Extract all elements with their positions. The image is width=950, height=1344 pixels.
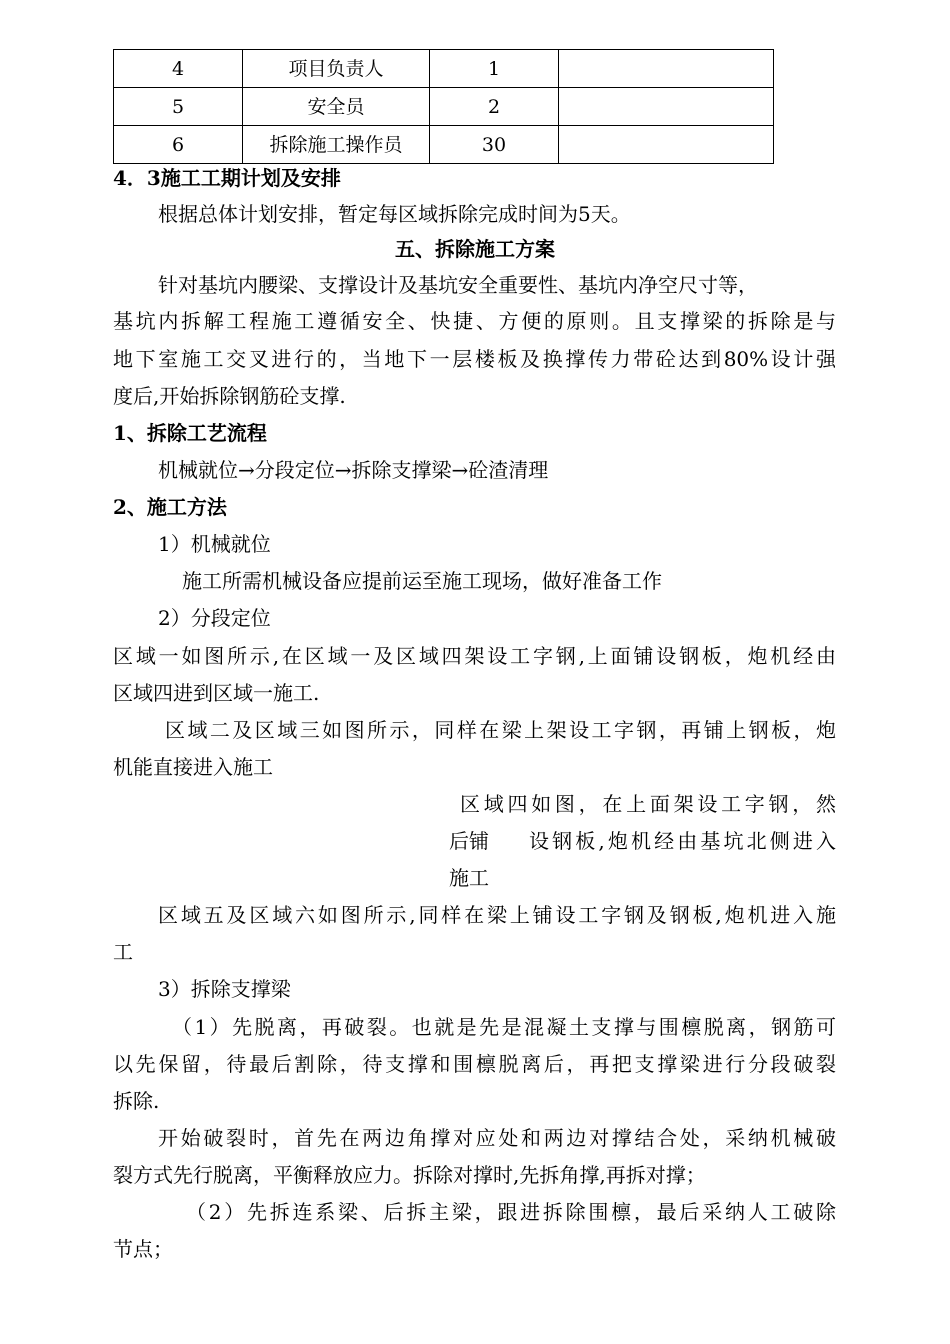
table-row [114, 88, 774, 126]
table-cell: 安全员 [243, 88, 430, 126]
table-cell: 4 [114, 50, 243, 88]
sub1-line: 以先保留，待最后割除，待支撑和围檩脱离后，再把支撑梁进行分段破裂 [113, 1052, 836, 1076]
intro-line: 针对基坑内腰梁、支撑设计及基坑安全重要性、基坑内净空尺寸等， [158, 273, 758, 297]
region56-line: 工 [113, 940, 133, 964]
sub2-line: 节点； [113, 1237, 173, 1261]
intro-line: 基坑内拆解工程施工遵循安全、快捷、方便的原则。且支撑梁的拆除是与 [113, 309, 836, 333]
region56-line: 区域五及区域六如图所示,同样在梁上铺设工字钢及钢板,炮机进入施 [158, 903, 836, 927]
table-cell: 拆除施工操作员 [243, 126, 430, 164]
breaking-line: 开始破裂时，首先在两边角撑对应处和两边对撑结合处，采纳机械破 [158, 1126, 836, 1150]
process-flow: 机械就位→分段定位→拆除支撑梁→砼渣清理 [158, 458, 549, 482]
table-cell: 项目负责人 [243, 50, 430, 88]
table-cell: 30 [430, 126, 559, 164]
step-title: 2）分段定位 [158, 606, 271, 630]
table-cell: 6 [114, 126, 243, 164]
table-cell [559, 50, 774, 88]
table-cell: 2 [430, 88, 559, 126]
intro-line: 度后,开始拆除钢筋砼支撑. [113, 384, 346, 408]
step-title: 1）机械就位 [158, 532, 271, 556]
sub1-line: 拆除. [113, 1089, 160, 1113]
table-cell: 5 [114, 88, 243, 126]
step-text: 施工所需机械设备应提前运至施工现场，做好准备工作 [182, 569, 662, 593]
method-heading: 2、施工方法 [113, 495, 227, 519]
sub2-line: （2）先拆连系梁、后拆主梁，跟进拆除围檩，最后采纳人工破除 [186, 1200, 836, 1224]
intro-line: 地下室施工交叉进行的，当地下一层楼板及换撑传力带砼达到80%设计强 [113, 347, 836, 371]
table-cell [559, 126, 774, 164]
region4-line: 设钢板,炮机经由基坑北侧进入 [529, 829, 836, 853]
sub1-line: （1）先脱离，再破裂。也就是先是混凝土支撑与围檩脱离，钢筋可 [172, 1015, 836, 1039]
region1-line: 区域一如图所示,在区域一及区域四架设工字钢,上面铺设钢板，炮机经由 [113, 644, 836, 668]
region23-line: 区域二及区域三如图所示，同样在梁上架设工字钢，再铺上钢板，炮 [165, 718, 836, 742]
region23-line: 机能直接进入施工 [113, 755, 273, 779]
staff-table [113, 49, 774, 164]
section-heading-4-3: 4．3施工工期计划及安排 [113, 166, 341, 190]
table-row [114, 126, 774, 164]
process-heading: 1、拆除工艺流程 [113, 421, 267, 445]
region4-line: 施工 [449, 866, 489, 890]
region4-line: 后铺 [449, 829, 489, 853]
region1-line: 区域四进到区域一施工. [113, 681, 320, 705]
breaking-line: 裂方式先行脱离，平衡释放应力。拆除对撑时,先拆角撑,再拆对撑； [113, 1163, 706, 1187]
table-row [114, 50, 774, 88]
step-title: 3）拆除支撑梁 [158, 977, 291, 1001]
table-cell [559, 88, 774, 126]
chapter-title: 五、拆除施工方案 [395, 237, 555, 261]
schedule-text: 根据总体计划安排，暂定每区域拆除完成时间为5天。 [158, 202, 631, 226]
table-cell: 1 [430, 50, 559, 88]
region4-line: 区域四如图，在上面架设工字钢，然 [460, 792, 836, 816]
